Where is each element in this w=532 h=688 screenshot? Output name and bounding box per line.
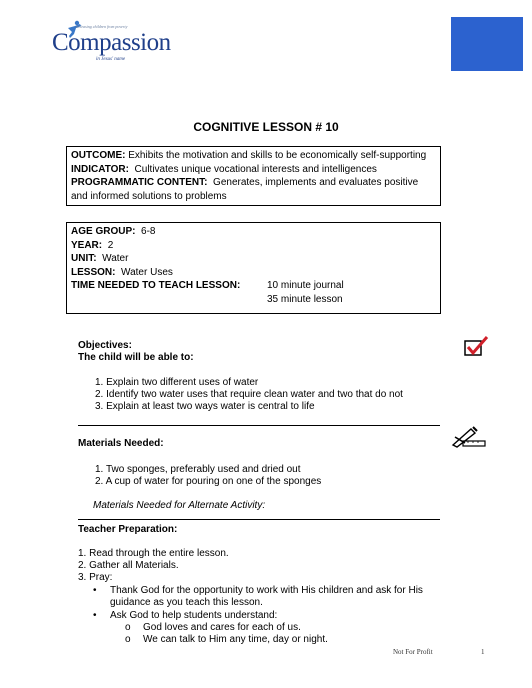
unit-value: Water: [102, 253, 129, 265]
content-text-continued: and informed solutions to problems: [71, 190, 227, 202]
unit-label: UNIT:: [71, 253, 97, 265]
divider: [78, 425, 440, 426]
preparation-sub-bullet: We can talk to Him any time, day or night.: [143, 634, 328, 645]
page-title: COGNITIVE LESSON # 10: [193, 120, 339, 134]
outcome-text: Exhibits the motivation and skills to be economically self-supporting: [128, 150, 427, 161]
preparation-bullet-continued: guidance as you teach this lesson.: [110, 597, 263, 608]
objective-item: 1. Explain two different uses of water: [95, 377, 259, 388]
content-text: Generates, implements and evaluates positive: [213, 177, 419, 189]
age-group-value: 6-8: [141, 226, 156, 237]
year-label: YEAR:: [71, 239, 103, 251]
outcome-label: OUTCOME:: [71, 150, 126, 161]
circle-bullet-icon: o: [125, 622, 131, 633]
objectives-heading: Objectives:: [78, 340, 132, 351]
footer-label: Not For Profit: [393, 648, 433, 656]
pencil-ruler-icon: [451, 425, 487, 449]
compassion-logo: [52, 22, 171, 70]
circle-bullet-icon: o: [125, 634, 131, 645]
preparation-sub-bullet: God loves and cares for each of us.: [143, 622, 301, 633]
indicator-label: INDICATOR:: [71, 163, 129, 175]
material-item: 2. A cup of water for pouring on one of the sponges: [95, 476, 322, 487]
blue-color-block: [451, 17, 523, 71]
teacher-preparation-heading: Teacher Preparation:: [78, 524, 178, 535]
time-needed-label: TIME NEEDED TO TEACH LESSON:: [71, 280, 241, 292]
content-label: PROGRAMMATIC CONTENT:: [71, 177, 208, 189]
bullet-icon: •: [93, 585, 97, 596]
page-number: 1: [481, 648, 485, 656]
material-item: 1. Two sponges, preferably used and dried out: [95, 464, 301, 475]
lesson-value: Water Uses: [121, 266, 173, 278]
indicator-text: Cultivates unique vocational interests and intelligences: [134, 163, 377, 175]
year-value: 2: [107, 239, 114, 251]
preparation-item: 2. Gather all Materials.: [78, 560, 179, 571]
divider: [78, 519, 440, 520]
outcome-box: [66, 146, 441, 206]
objectives-subheading: The child will be able to:: [78, 352, 194, 363]
materials-heading: Materials Needed:: [78, 438, 164, 449]
lesson-label: LESSON:: [71, 266, 116, 278]
time-journal: 10 minute journal: [267, 280, 344, 292]
alternate-materials-heading: Materials Needed for Alternate Activity:: [93, 500, 266, 511]
preparation-bullet: Thank God for the opportunity to work with His children and ask for His: [110, 585, 423, 596]
time-lesson: 35 minute lesson: [267, 293, 343, 305]
preparation-item: 3. Pray:: [78, 572, 113, 583]
bullet-icon: •: [93, 610, 97, 621]
age-group-label: AGE GROUP:: [71, 226, 136, 237]
objective-item: 2. Identify two water uses that require clean water and two that do not: [95, 389, 403, 400]
objective-item: 3. Explain at least two ways water is central to life: [95, 401, 315, 412]
logo-wordmark: Compassion: [52, 29, 171, 56]
logo-subtitle: in Jesus' name: [96, 57, 126, 62]
preparation-bullet: Ask God to help students understand:: [110, 610, 278, 621]
lesson-info-box: [66, 222, 441, 314]
preparation-item: 1. Read through the entire lesson.: [78, 548, 229, 559]
checkbox-check-icon: [463, 335, 489, 359]
logo-tagline: Releasing children from poverty: [76, 24, 128, 29]
